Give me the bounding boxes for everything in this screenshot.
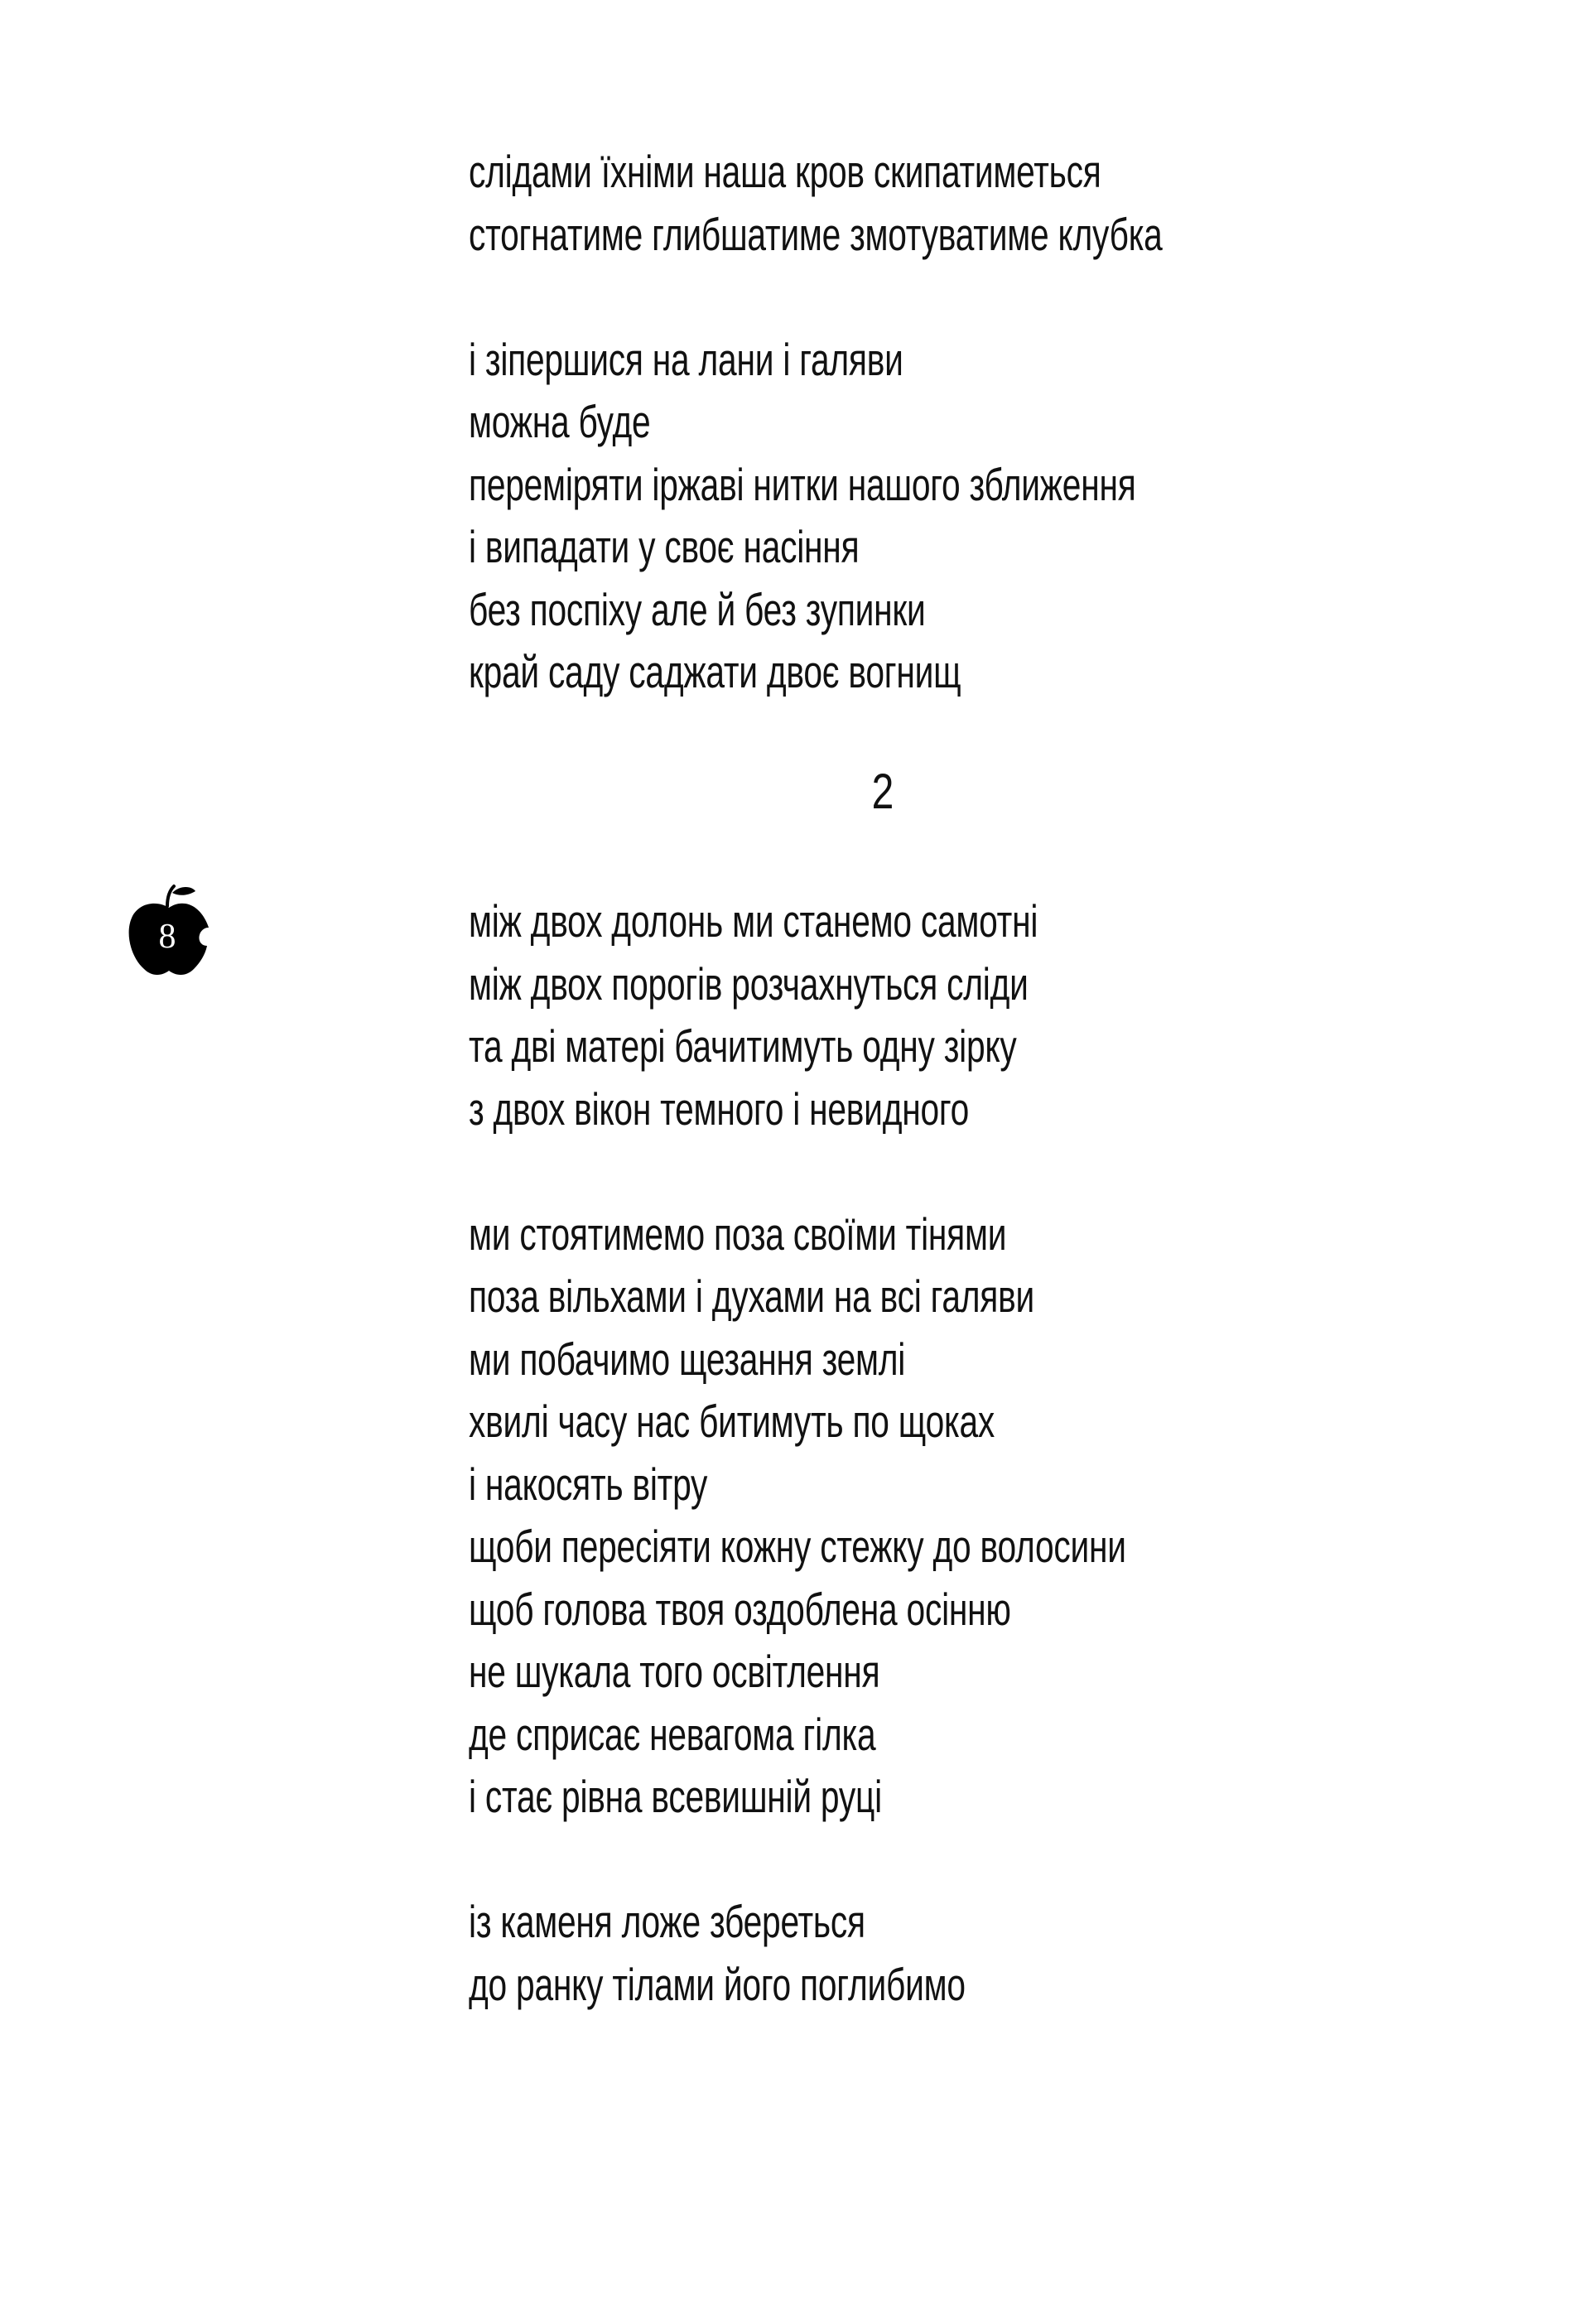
poem-line: щоби пересіяти кожну стежку до волосини [469, 1521, 1126, 1572]
poem-line: слідами їхніми наша кров скипатиметься [469, 146, 1101, 197]
poem-line: з двох вікон темного і невидного [469, 1082, 970, 1135]
poem-line: хвилі часу нас битимуть по щоках [469, 1396, 995, 1447]
poem-line: ми побачимо щезання землі [469, 1333, 906, 1385]
poem-line: між двох долонь ми станемо самотні [469, 895, 1038, 947]
page-number: 8 [158, 918, 176, 956]
poem-line: де сприсає невагома гілка [469, 1708, 876, 1760]
stanza-gap [469, 1829, 1545, 1892]
poem-line: переміряти іржаві нитки нашого зближення [469, 458, 1136, 510]
stanza-gap [469, 266, 1545, 329]
poem-line: щоб голова твоя оздоблена осінню [469, 1583, 1011, 1635]
poem-line: та дві матері бачитимуть одну зірку [469, 1020, 1017, 1072]
poem-line: і накосять вітру [469, 1458, 708, 1510]
poem-line: ми стоятимемо поза своїми тінями [469, 1208, 1007, 1260]
poem-section-2 [469, 890, 1545, 2016]
poem-line: до ранку тілами його поглибимо [469, 1958, 966, 2010]
poem-line: і зіпершися на лани і галяви [469, 333, 903, 385]
stanza-gap [469, 1140, 1545, 1203]
poem-line: без поспіху але й без зупинки [469, 583, 926, 635]
poem-line: край саду саджати двоє вогнищ [469, 646, 961, 697]
page-badge [126, 881, 215, 981]
poem-line: стогнатиме глибшатиме змотуватиме клубка [469, 208, 1163, 260]
poem-section-1 [469, 141, 1545, 704]
poem-line: між двох порогів розчахнуться сліди [469, 957, 1029, 1010]
poem-line: можна буде [469, 396, 651, 447]
poem-line: не шукала того освітлення [469, 1646, 880, 1697]
poem-line: із каменя ложе збереться [469, 1896, 865, 1947]
section-number: 2 [871, 764, 894, 819]
poem-line: поза вільхами і духами на всі галяви [469, 1270, 1035, 1322]
poem-line: і випадати у своє насіння [469, 521, 860, 572]
poem-line: і стає рівна всевишній руці [469, 1771, 882, 1822]
